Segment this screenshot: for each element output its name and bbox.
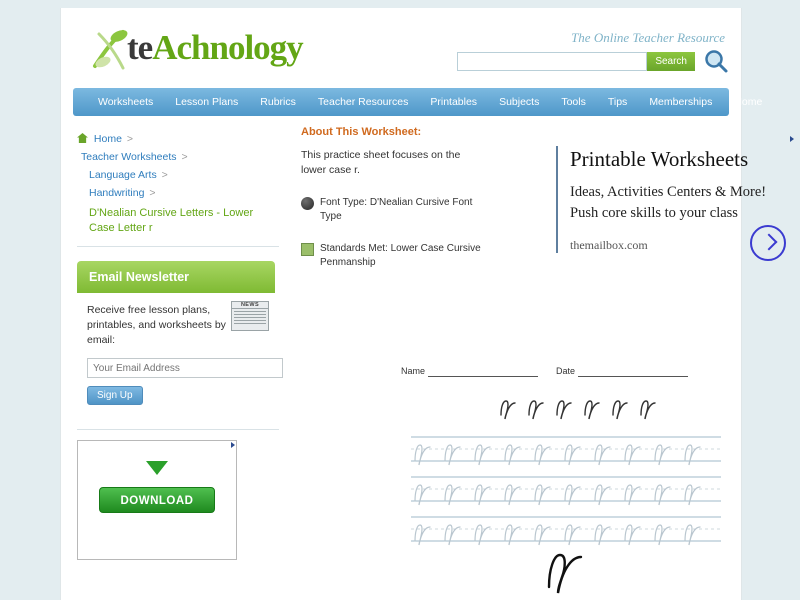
nav-item-memberships[interactable]: Memberships <box>649 96 713 108</box>
top-advertisement[interactable] <box>556 146 794 253</box>
site-logo[interactable] <box>79 22 303 74</box>
breadcrumb-link-handwriting[interactable]: Handwriting <box>89 187 145 199</box>
search-form <box>457 52 695 71</box>
sidebar-divider-bottom <box>77 429 279 430</box>
breadcrumb-sep-0: > <box>126 133 133 145</box>
meta-row-font-type <box>301 196 486 224</box>
nav-item-subjects[interactable]: Subjects <box>499 96 540 108</box>
chevron-right-icon[interactable] <box>750 225 786 261</box>
worksheet-preview <box>401 366 731 600</box>
site-header <box>61 8 741 86</box>
adchoices-badge-top[interactable] <box>790 136 794 144</box>
nav-item-worksheets[interactable]: Worksheets <box>98 96 154 108</box>
nav-item-lesson-plans[interactable]: Lesson Plans <box>175 96 239 108</box>
newspaper-icon <box>231 301 269 331</box>
search-input[interactable] <box>457 52 647 71</box>
ad-subhead: Ideas, Activities Centers & More! Push core skills to your class <box>570 184 767 221</box>
breadcrumb-sep-2: > <box>161 169 168 181</box>
breadcrumb-sep-3: > <box>149 187 156 199</box>
breadcrumb-item-handwriting[interactable] <box>77 184 283 202</box>
about-description: This practice sheet focuses on the lower case r. <box>301 149 461 176</box>
sidebar <box>73 126 283 560</box>
breadcrumb-sep-1: > <box>181 151 188 163</box>
newsletter-box <box>77 261 275 417</box>
download-arrow-icon <box>146 461 168 475</box>
download-button[interactable]: DOWNLOAD <box>99 487 215 513</box>
meta-row-standards <box>301 242 486 270</box>
worksheet-name-label: Name <box>401 366 426 376</box>
magnifier-icon[interactable] <box>703 48 729 74</box>
breadcrumb-item-teacher-worksheets[interactable] <box>77 148 283 166</box>
signup-button[interactable]: Sign Up <box>87 386 143 405</box>
logo-text-second: Achnology <box>152 28 303 67</box>
worksheet-date-line <box>578 366 688 377</box>
nav-item-rubrics[interactable]: Rubrics <box>260 96 296 108</box>
ad-headline: Printable Worksheets <box>570 147 749 171</box>
breadcrumb-link-language-arts[interactable]: Language Arts <box>89 169 157 181</box>
breadcrumb <box>73 126 283 236</box>
nav-item-teacher-resources[interactable]: Teacher Resources <box>317 96 409 108</box>
meta-font-type-value: D'Nealian Cursive Font Type <box>320 197 473 222</box>
font-type-icon <box>301 197 314 210</box>
nav-item-tips[interactable]: Tips <box>607 96 628 108</box>
worksheet-name-line <box>428 366 538 377</box>
main-nav <box>73 88 763 116</box>
nav-item-home[interactable]: Home <box>734 96 763 108</box>
breadcrumb-current-page: D'Nealian Cursive Letters - Lower Case Letter r <box>89 207 254 234</box>
newsletter-body <box>77 293 275 417</box>
meta-standards-label: Standards Met: <box>320 243 388 254</box>
newsletter-heading: Email Newsletter <box>77 261 275 293</box>
nav-item-printables[interactable]: Printables <box>430 96 478 108</box>
about-title: About This Worksheet: <box>301 126 422 138</box>
site-tagline: The Online Teacher Resource <box>571 30 725 45</box>
worksheet-date-label: Date <box>556 366 576 376</box>
worksheet-practice-area <box>401 387 731 600</box>
adchoices-triangle-icon <box>231 442 235 448</box>
sidebar-advertisement[interactable] <box>77 440 237 560</box>
ad-url[interactable]: themailbox.com <box>570 238 648 252</box>
email-field[interactable] <box>87 358 283 378</box>
breadcrumb-item-language-arts[interactable] <box>77 166 283 184</box>
newspaper-icon-label: NEWS <box>232 302 268 309</box>
standards-icon <box>301 243 314 256</box>
sidebar-divider-top <box>77 246 279 247</box>
breadcrumb-item-home[interactable] <box>77 130 283 148</box>
breadcrumb-link-home[interactable]: Home <box>93 133 122 145</box>
meta-font-type-text <box>320 196 486 224</box>
adchoices-triangle-icon-top <box>790 136 794 142</box>
newsletter-description: Receive free lesson plans, printables, and worksheets by email: <box>87 304 226 346</box>
search-button[interactable]: Search <box>647 52 695 71</box>
nav-item-tools[interactable]: Tools <box>561 96 586 108</box>
newspaper-icon-lines <box>232 309 268 328</box>
site-container <box>60 8 767 600</box>
worksheet-fields <box>401 366 731 377</box>
meta-font-type-label: Font Type: <box>320 197 368 208</box>
meta-standards-value: Lower Case Cursive Penmanship <box>320 243 481 268</box>
breadcrumb-link-teacher-worksheets[interactable]: Teacher Worksheets <box>81 151 177 163</box>
home-icon <box>77 133 88 143</box>
logo-text-first: te <box>127 28 153 67</box>
adchoices-badge-sidebar[interactable] <box>231 442 235 451</box>
logo-swoosh-icon <box>89 26 137 74</box>
meta-standards-text <box>320 242 486 270</box>
